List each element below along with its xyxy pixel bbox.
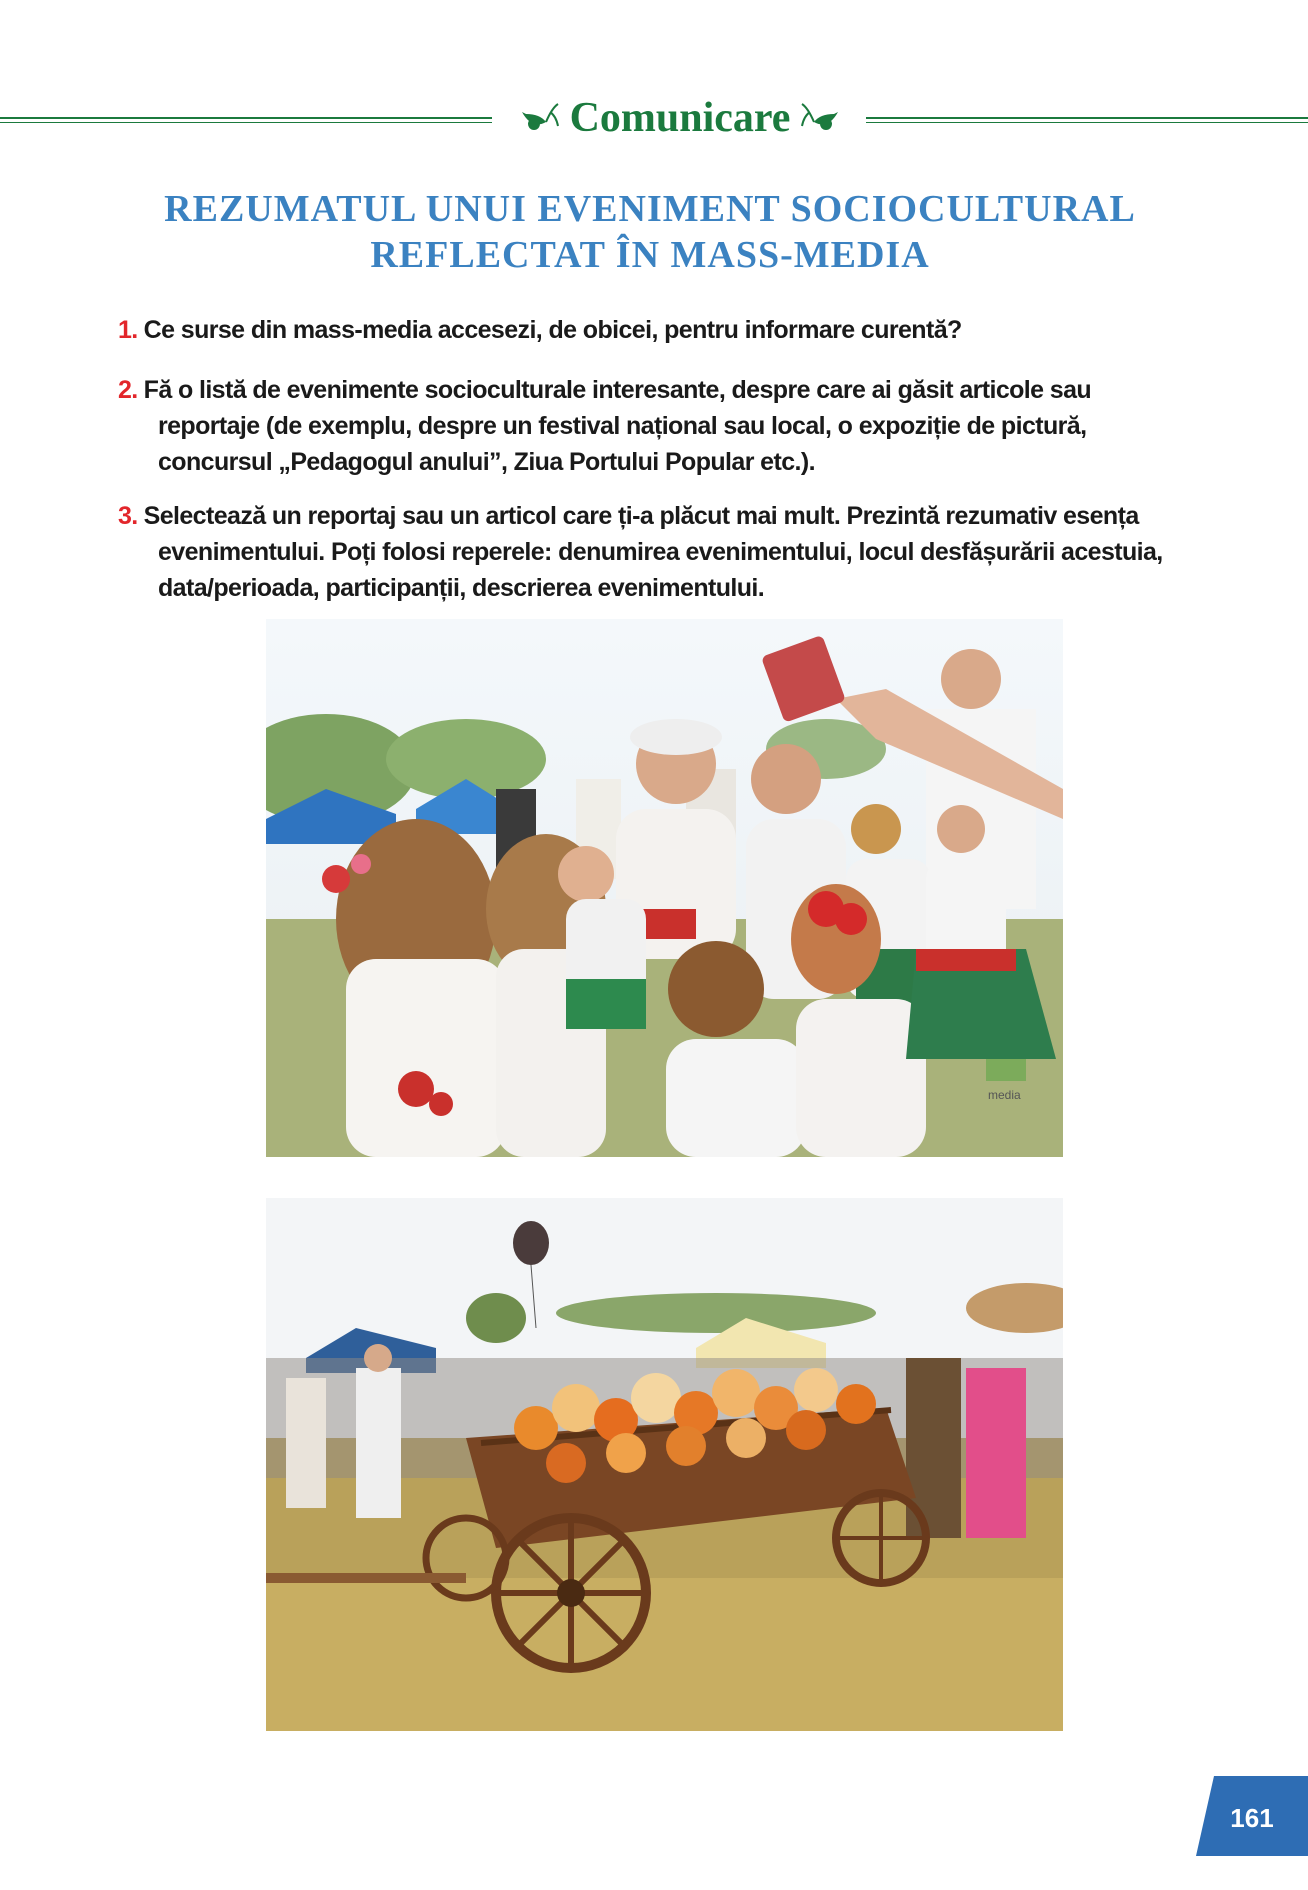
photo-watermark: media: [988, 1088, 1021, 1102]
section-title: Comunicare: [569, 95, 791, 141]
page-number-tab: [1196, 1776, 1308, 1856]
question-text: evenimentului. Poți folosi reperele: denumirea evenimentului, locul desfășurării acestuia,: [158, 538, 1163, 566]
question-text: reportaje (de exemplu, despre un festival național sau local, o expoziție de pictură,: [158, 412, 1087, 440]
pumpkin-cart-photo: [266, 1198, 1063, 1731]
lesson-title: [120, 186, 1180, 278]
question-3: [118, 498, 1208, 606]
festival-children-photo: [266, 619, 1063, 1157]
question-1: [118, 312, 1208, 348]
leaf-ornament-icon: [800, 100, 844, 136]
question-number: 2.: [118, 376, 138, 404]
page-number: 161: [1230, 1803, 1274, 1833]
question-text: Selectează un reportaj sau un articol care ți-a plăcut mai mult. Prezintă rezumativ esența: [143, 502, 1139, 530]
question-text: Fă o listă de evenimente socioculturale interesante, despre care ai găsit articole sau: [143, 376, 1092, 404]
question-text: Ce surse din mass-media accesezi, de obicei, pentru informare curentă?: [143, 316, 962, 344]
question-2: [118, 372, 1208, 480]
header-rule-left: [0, 117, 492, 123]
leaf-ornament-icon: [516, 100, 560, 136]
header-rule-right: [866, 117, 1308, 123]
question-text: concursul „Pedagogul anului”, Ziua Portului Popular etc.).: [158, 448, 815, 476]
question-number: 3.: [118, 502, 138, 530]
section-header: [500, 88, 860, 148]
question-number: 1.: [118, 316, 138, 344]
lesson-title-line-1: REZUMATUL UNUI EVENIMENT SOCIOCULTURAL: [164, 188, 1136, 230]
lesson-title-line-2: REFLECTAT ÎN MASS-MEDIA: [370, 234, 930, 276]
question-text: data/perioada, participanții, descrierea evenimentului.: [158, 574, 765, 602]
